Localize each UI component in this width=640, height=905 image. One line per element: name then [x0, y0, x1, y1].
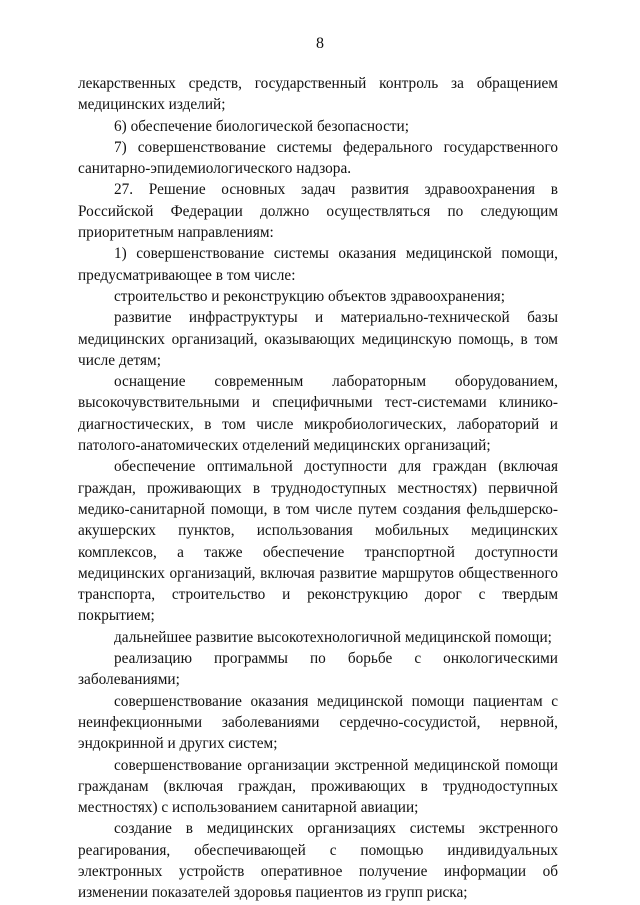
paragraph-high-tech-care: дальнейшее развитие высокотехнологичной медицинской помощи; [114, 628, 552, 646]
paragraph-item-7: 7) совершенствование системы федерального государственного санитарно-эпидемиологического надзора. [78, 138, 558, 178]
paragraph-item-6: 6) обеспечение биологической безопасности; [114, 117, 409, 135]
paragraph-section-27: 27. Решение основных задач развития здравоохранения в Российской Федерации должно осуществляться по следующим приоритетным направлениям: [78, 181, 558, 242]
paragraph-emergency-aviation: совершенствование организации экстренной медицинской помощи гражданам (включая граждан, проживающих в труднодоступных местностях) с использованием санитарной авиации; [78, 756, 558, 817]
paragraph-item-1: 1) совершенствование системы оказания медицинской помощи, предусматривающее в том числе: [78, 245, 558, 284]
paragraph-infrastructure: развитие инфраструктуры и материально-технической базы медицинских организаций, оказывающих медицинскую помощь, в том числе детям; [78, 309, 558, 369]
paragraph-construction: строительство и реконструкцию объектов здравоохранения; [114, 287, 505, 305]
paragraph-emergency-response-system: создание в медицинских организациях системы экстренного реагирования, обеспечивающей с помощью индивидуальных электронных устройств оперативное получение информации об изменении показателей здоровья пациентов из групп риска; [78, 820, 558, 902]
page-number: 8 [316, 35, 324, 52]
paragraph-oncology-program: реализацию программы по борьбе с онкологическими заболеваниями; [78, 650, 558, 689]
paragraph-primary-care-access: обеспечение оптимальной доступности для граждан (включая граждан, проживающих в труднодоступных местностях) первичной медико-санитарной помощи, в том числе путем создания фельдшерско-акушерских пунктов, использования мобильных медицинских комплексов, а также обеспечение транспортной доступности медицинских организаций, включая развитие маршрутов общественного транспорта, строительство и реконструкцию дорог с твердым покрытием; [78, 458, 558, 625]
paragraph-lab-equipment: оснащение современным лабораторным оборудованием, высокочувствительными и специфичными тест-системами клинико-диагностических, в том числе микробиологических, лабораторий и патолого-анатомических отделений медицинских организаций; [78, 373, 558, 455]
paragraph-noncommunicable-diseases: совершенствование оказания медицинской помощи пациентам с неинфекционными заболеваниями сердечно-сосудистой, нервной, эндокринной и других систем; [78, 692, 558, 753]
paragraph-continuation: лекарственных средств, государственный контроль за обращением медицинских изделий; [78, 75, 558, 114]
document-body [78, 73, 558, 904]
